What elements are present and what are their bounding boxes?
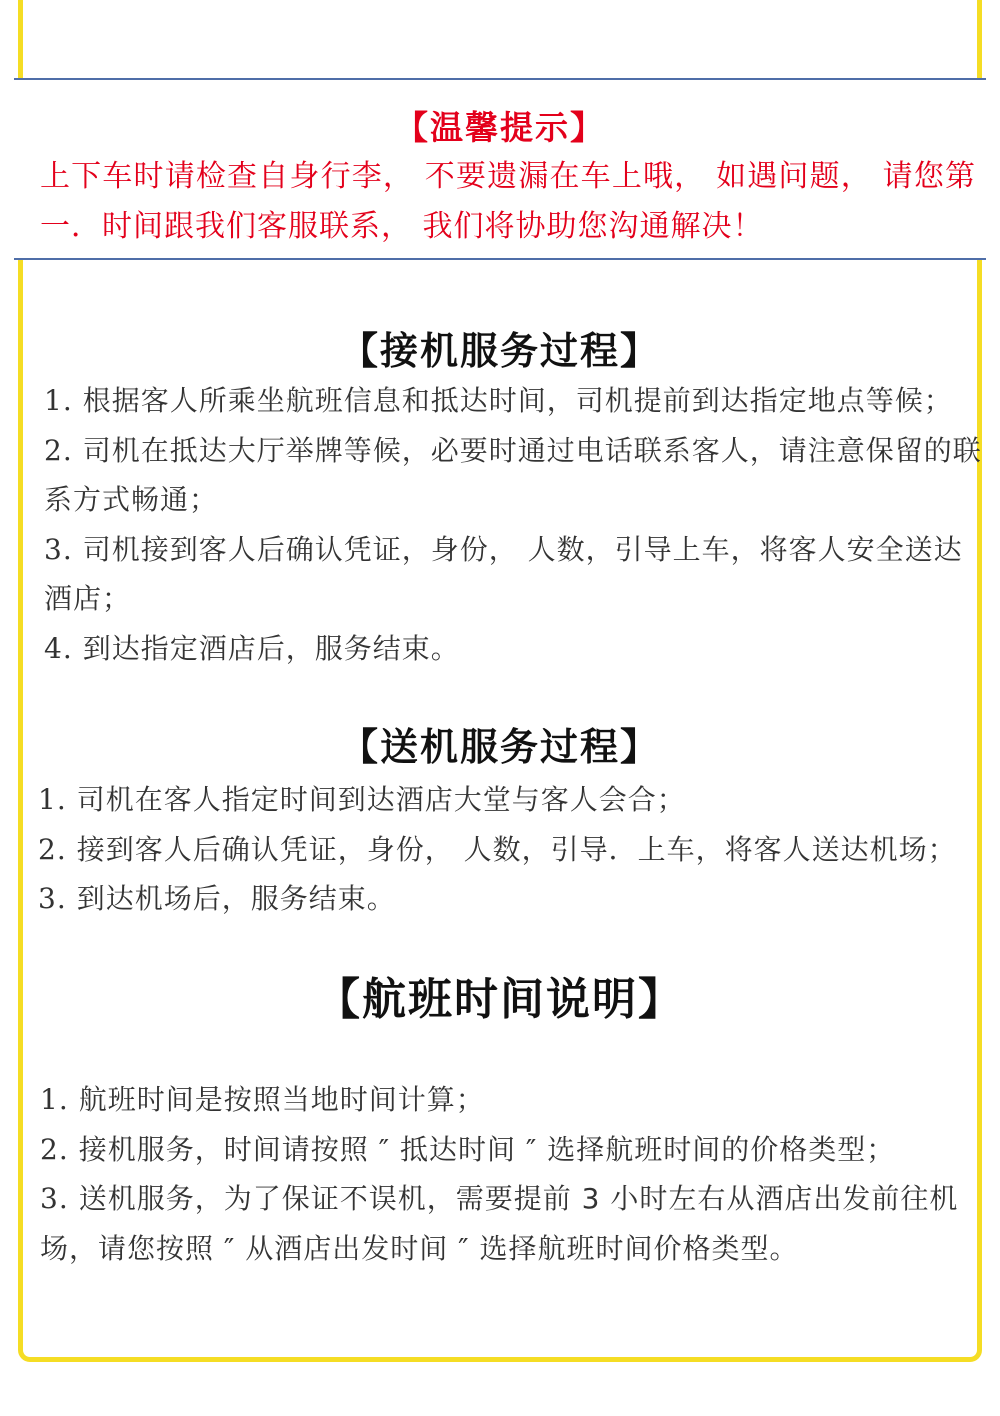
list-item [38,874,984,924]
list-item [40,1174,984,1273]
item-text: 送机服务，为了保证不误机，需要提前 3 小时左右从酒店出发前往机场，请您按照 ″ 从酒店出发时间 ″ 选择航班时间价格类型。 [40,1182,959,1265]
list-item [38,825,984,875]
item-text: 司机在客人指定时间到达酒店大堂与客人会合； [76,783,686,816]
flight-time-notes-list [40,1075,984,1273]
item-number: 2. [40,1132,69,1166]
list-item [44,376,984,426]
item-number: 4. [44,631,73,665]
list-item [40,1075,984,1125]
list-item [38,775,984,825]
warm-tip-box [14,78,986,260]
pickup-section-title: 【接机服务过程】 [339,329,660,373]
list-item [44,426,984,525]
item-text: 到达机场后，服务结束。 [76,882,396,915]
warm-tip-text: 上下车时请检查自身行李， 不要遗漏在车上哦， 如遇问题， 请您第一．时间跟我们客服联系， 我们将协助您沟通解决！ [40,159,976,244]
item-text: 航班时间是按照当地时间计算； [78,1083,485,1116]
list-item [44,624,984,674]
list-item [44,525,984,624]
item-text: 司机接到客人后确认凭证，身份， 人数，引导上车，将客人安全送达酒店； [44,532,963,615]
item-number: 3. [38,882,67,915]
pickup-steps-list [44,376,984,673]
list-item [40,1125,984,1175]
dropoff-section-title: 【送机服务过程】 [339,725,660,769]
item-text: 根据客人所乘坐航班信息和抵达时间，司机提前到达指定地点等候； [82,384,953,417]
item-text: 到达指定酒店后，服务结束。 [82,631,460,665]
item-number: 3. [44,532,73,566]
flight-time-section-title: 【航班时间说明】 [316,974,684,1025]
warm-tip-title: 【温馨提示】 [395,108,605,147]
dropoff-steps-list [38,775,984,924]
item-number: 2. [44,433,73,467]
item-number: 1. [40,1083,69,1116]
item-number: 3. [40,1182,69,1215]
item-text: 司机在抵达大厅举牌等候，必要时通过电话联系客人，请注意保留的联系方式畅通； [44,433,982,516]
item-text: 接到客人后确认凭证，身份， 人数，引导．上车，将客人送达机场； [76,832,957,866]
item-number: 2. [38,832,67,866]
item-number: 1. [38,783,67,816]
item-text: 接机服务，时间请按照 ″ 抵达时间 ″ 选择航班时间的价格类型； [78,1132,896,1166]
item-number: 1. [44,384,73,417]
